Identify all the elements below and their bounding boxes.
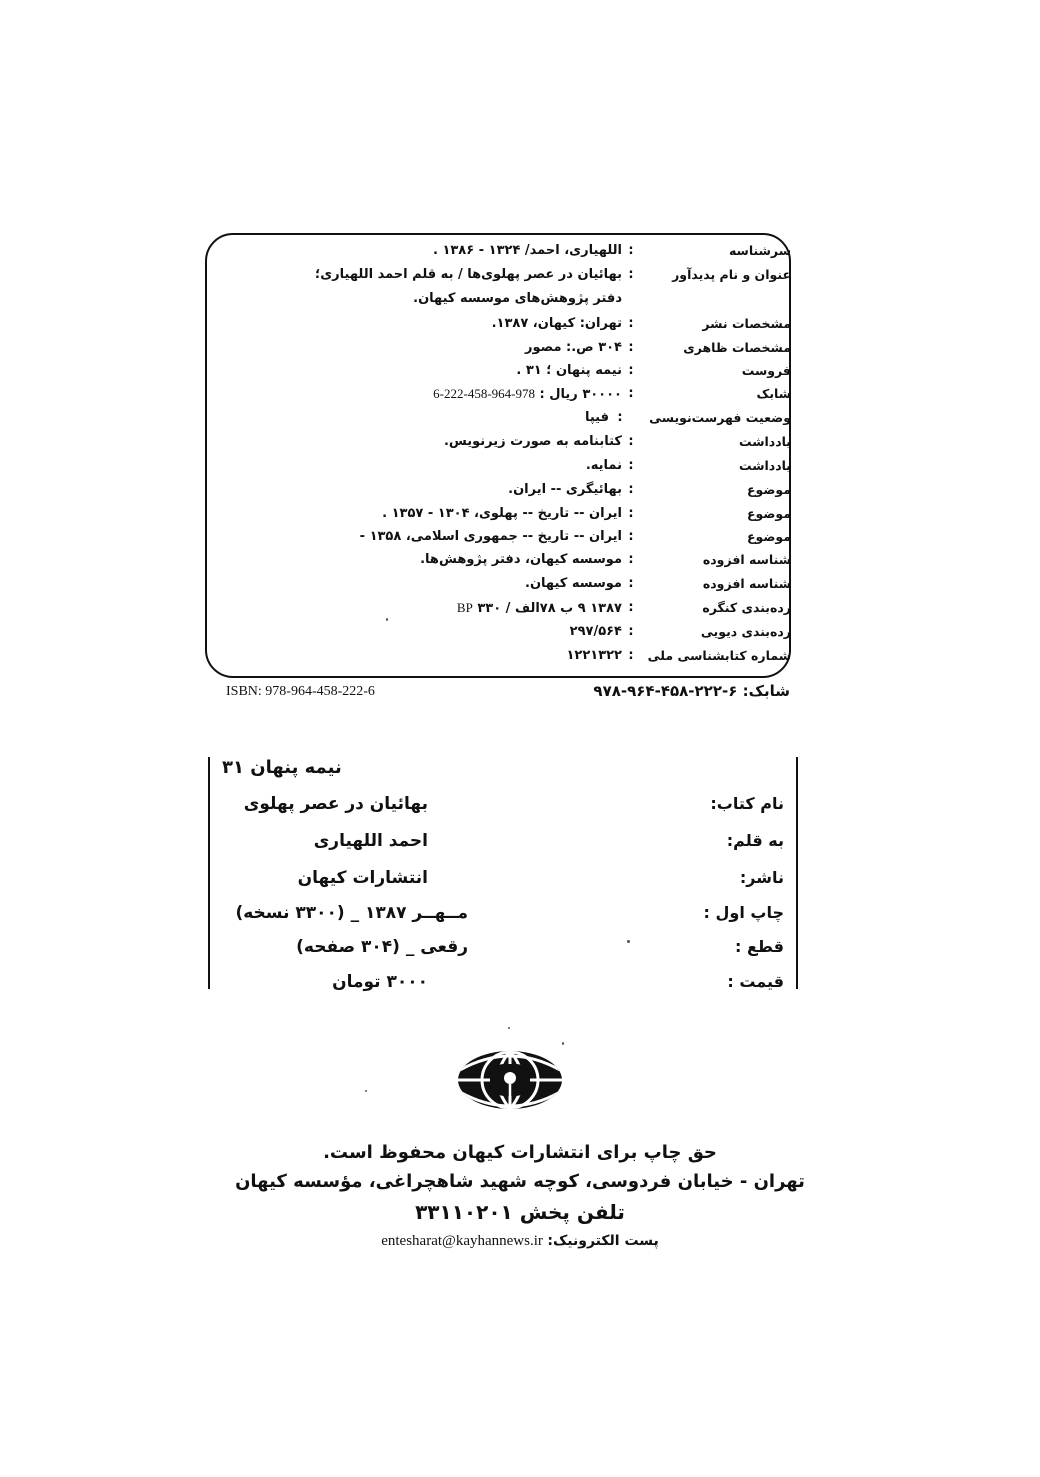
email-line (0, 1233, 1040, 1250)
colon: : (628, 316, 634, 331)
colophon-row (0, 933, 1040, 961)
scan-speck (562, 1042, 564, 1045)
cataloging-value: کتابنامه به صورت زیرنویس. (443, 434, 622, 449)
cataloging-label: فروست (741, 363, 791, 378)
cataloging-value: موسسه کیهان، دفتر پژوهش‌ها. (420, 552, 622, 567)
cataloging-row (0, 573, 1040, 595)
cataloging-row (0, 407, 1040, 429)
cataloging-label: یادداشت (738, 434, 791, 449)
cataloging-row (0, 479, 1040, 501)
colon: : (628, 363, 634, 378)
cataloging-row (0, 621, 1040, 643)
colophon-label: چاپ اول : (703, 903, 784, 922)
colophon-value: مــهــر ۱۳۸۷ _ (۳۳۰۰ نسخه) (235, 903, 468, 923)
cataloging-label: مشخصات ظاهری (683, 340, 791, 355)
cataloging-label: مشخصات نشر (702, 316, 791, 331)
kayhan-globe-logo-icon (456, 1048, 564, 1112)
scan-speck (627, 940, 630, 943)
cataloging-value: اللهیاری، احمد/ ۱۳۲۴ - ۱۳۸۶ . (432, 243, 622, 258)
email-label: پست الکترونیک: (547, 1233, 659, 1249)
cataloging-row (0, 431, 1040, 453)
colon: : (628, 529, 634, 544)
cataloging-label: وضعیت فهرست‌نویسی (649, 410, 791, 425)
cataloging-value: بهائیگری -- ایران. (508, 482, 622, 497)
colon: : (628, 576, 634, 591)
cataloging-value: فیپا (584, 410, 609, 425)
isbn-persian: شابک: ۶-۲۲۲-۴۵۸-۹۶۴-۹۷۸ (593, 682, 790, 700)
cataloging-label: شناسه افزوده (702, 552, 791, 567)
cataloging-value: تهران: کیهان، ۱۳۸۷. (491, 316, 622, 331)
colon: : (628, 243, 634, 258)
colophon-label: نام کتاب: (710, 794, 784, 813)
cataloging-value: ۱۲۲۱۳۲۲ (566, 648, 622, 663)
cataloging-value: نیمه پنهان ؛ ۳۱ . (516, 363, 622, 378)
cataloging-value: بهائیان در عصر پهلوی‌ها / به قلم احمد اللهیاری؛ (315, 267, 622, 282)
congress-class-prefix: BP (456, 600, 473, 615)
colon: : (628, 434, 634, 449)
cataloging-label: موضوع (746, 506, 791, 521)
isbn-number: 978-964-458-222-6 (433, 386, 535, 401)
cataloging-label: شناسه افزوده (702, 576, 791, 591)
cataloging-label: شماره کتابشناسی ملی (647, 648, 791, 663)
cataloging-value: ایران -- تاریخ -- جمهوری اسلامی، ۱۳۵۸ - (359, 529, 622, 544)
colon: : (628, 386, 634, 401)
cataloging-value (457, 597, 622, 620)
colon: : (628, 267, 634, 282)
colophon-label: قطع : (735, 937, 784, 956)
colophon-row (0, 968, 1040, 996)
cataloging-value: نمایه. (585, 458, 622, 473)
colophon-value: رقعی _ (۳۰۴ صفحه) (296, 937, 468, 957)
colophon-row (0, 827, 1040, 855)
copyright-notice: حق چاپ برای انتشارات کیهان محفوظ است. (323, 1142, 717, 1163)
cataloging-row (0, 264, 1040, 286)
distribution-phone: تلفن پخش ۳۳۱۱۰۲۰۱ (415, 1200, 625, 1224)
cataloging-row (0, 503, 1040, 525)
cataloging-row (0, 337, 1040, 359)
colophon-label: قیمت : (727, 972, 784, 991)
congress-class: ۱۳۸۷ ۹ ب ۷۸الف / ۳۳۰ (477, 601, 622, 616)
cataloging-label: عنوان و نام پدیدآور (672, 267, 791, 282)
cataloging-row (0, 526, 1040, 548)
cataloging-row (0, 549, 1040, 571)
colon: : (628, 624, 634, 639)
colon: : (628, 552, 634, 567)
cataloging-row (0, 360, 1040, 382)
colophon-label: ناشر: (739, 868, 784, 887)
cataloging-label: سرشناسه (728, 243, 791, 258)
cataloging-row (0, 645, 1040, 667)
cataloging-label: موضوع (746, 529, 791, 544)
cataloging-value: دفتر پژوهش‌های موسسه کیهان. (413, 291, 622, 306)
cataloging-label: یادداشت (738, 458, 791, 473)
colon: : (628, 458, 634, 473)
cataloging-row (0, 313, 1040, 335)
scan-speck (365, 1090, 367, 1092)
colon: : (628, 340, 634, 355)
cataloging-row (0, 240, 1040, 262)
colophon-value: ۳۰۰۰ تومان (332, 972, 428, 992)
cataloging-value (433, 383, 622, 406)
colon: : (617, 410, 623, 425)
cataloging-value: ۲۹۷/۵۶۴ (569, 624, 622, 639)
colophon-value: بهائیان در عصر پهلوی (243, 794, 428, 814)
scan-speck (386, 618, 388, 621)
colon: : (628, 600, 634, 615)
colophon-row (0, 899, 1040, 927)
cataloging-row-continuation (0, 288, 1040, 310)
cataloging-value: موسسه کیهان. (525, 576, 622, 591)
scan-speck (508, 1027, 510, 1029)
colophon-value: انتشارات کیهان (297, 868, 428, 888)
isbn-latin: ISBN: 978-964-458-222-6 (226, 684, 375, 699)
cataloging-row (0, 455, 1040, 477)
colon: : (628, 506, 634, 521)
cataloging-value: ایران -- تاریخ -- پهلوی، ۱۳۰۴ - ۱۳۵۷ . (382, 506, 622, 521)
cataloging-label: شابک (756, 386, 791, 401)
cataloging-label: رده‌بندی کنگره (702, 600, 791, 615)
price-text: ۳۰۰۰۰ ریال : (539, 387, 622, 402)
series-title: نیمه پنهان ۳۱ (222, 757, 342, 778)
cataloging-label: موضوع (746, 482, 791, 497)
colophon-row (0, 790, 1040, 818)
cataloging-row (0, 597, 1040, 619)
colon: : (628, 648, 634, 663)
colophon-label: به قلم: (726, 831, 784, 850)
cataloging-label: رده‌بندی دیویی (700, 624, 791, 639)
publisher-address: تهران - خیابان فردوسی، کوچه شهید شاهچراغی، مؤسسه کیهان (235, 1171, 805, 1192)
colophon-value: احمد اللهیاری (313, 831, 428, 851)
colon: : (628, 482, 634, 497)
cataloging-value: ۳۰۴ ص.: مصور (525, 340, 622, 355)
email-address: entesharat@kayhannews.ir (381, 1233, 543, 1249)
cataloging-row (0, 383, 1040, 405)
colophon-row (0, 864, 1040, 892)
